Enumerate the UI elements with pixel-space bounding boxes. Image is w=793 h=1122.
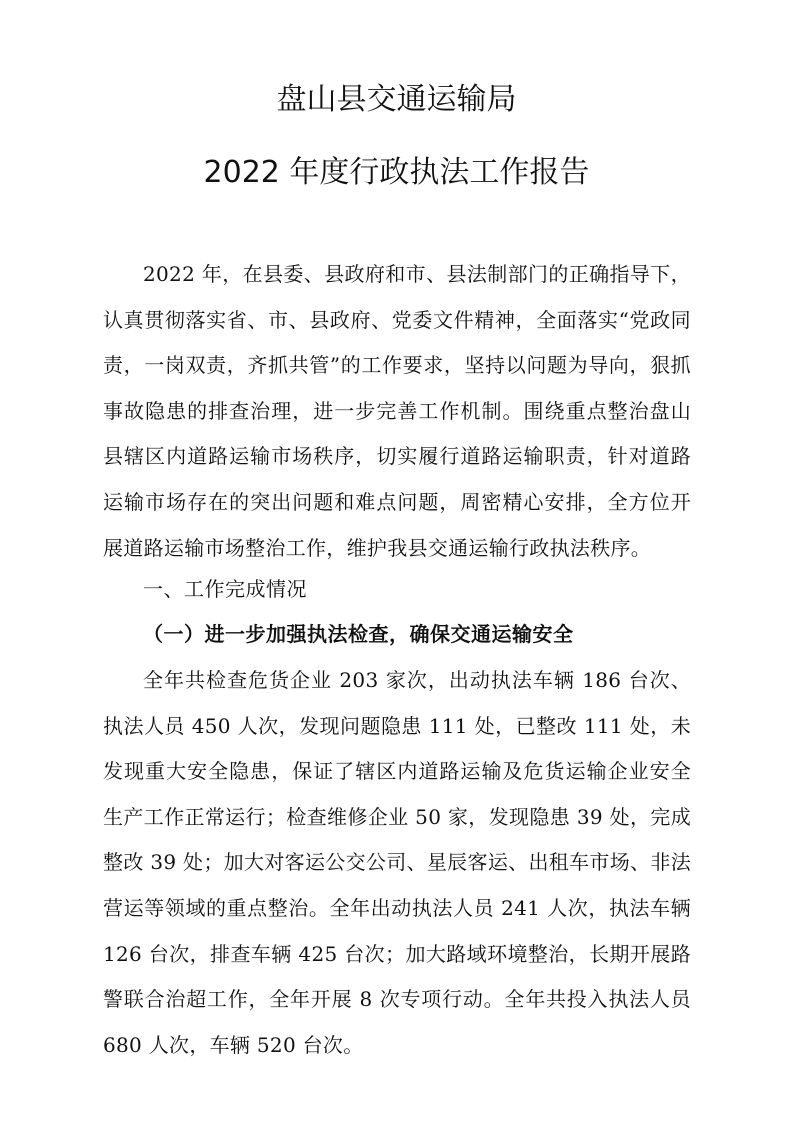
document-title-line1: 盘山县交通运输局 [276,82,517,117]
section-heading: 一、工作完成情况 [143,577,307,601]
subsection-paragraph: 全年共检查危货企业 203 家次，出动执法车辆 186 台次、执法人员 450 人次，发现问题隐患 111 处，已整改 111 处，未发现重大安全隐患，保证了辖区内道路运输及危货运输企业安全生产工作正常运行；检查维修企业 50 家，发现隐患 39 处，完成整改 39 处；加大对客运公交公司、星辰客运、出租车市场、非法营运等领域的重点整治。全年出动执法人员 241 人次，执法车辆 126 台次，排查车辆 425 台次；加大路域环境整治，长期开展路警联合治超工作，全年开展 8 次专项行动。全年共投入执法人员 680 人次，车辆 520 台次。 [103,668,691,1057]
document-title-line2: 2022 年度行政执法工作报告 [203,155,590,190]
intro-paragraph: 2022 年，在县委、县政府和市、县法制部门的正确指导下，认真贯彻落实省、市、县政府、党委文件精神，全面落实“党政同责，一岗双责，齐抓共管”的工作要求，坚持以问题为导向，狠抓事故隐患的排查治理，进一步完善工作机制。围绕重点整治盘山县辖区内道路运输市场秩序，切实履行道路运输职责，针对道路运输市场存在的突出问题和难点问题，周密精心安排，全方位开展道路运输市场整治工作，维护我县交通运输行政执法秩序。 [103,262,691,560]
subsection-heading: （一）进一步加强执法检查，确保交通运输安全 [143,622,574,646]
